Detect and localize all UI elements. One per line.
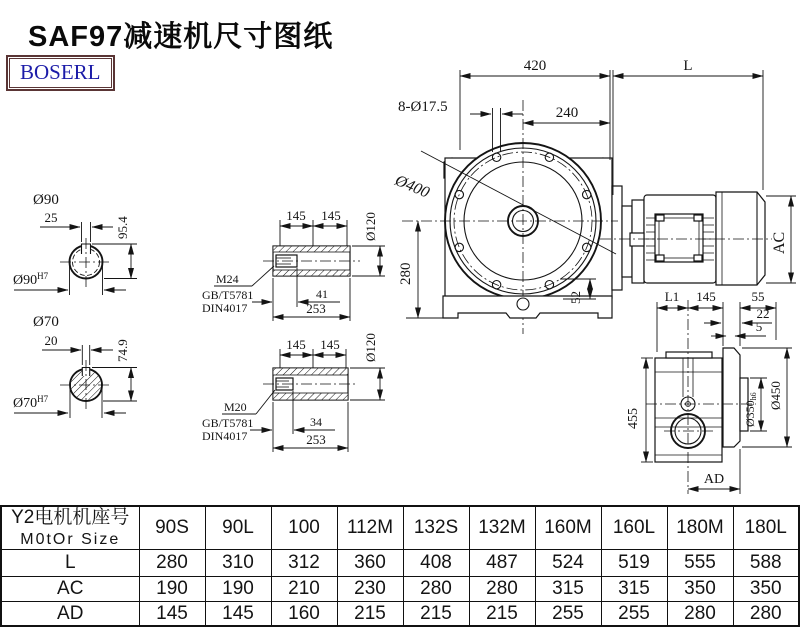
column-header: 100 (271, 506, 337, 549)
table-header-row (1, 506, 799, 549)
dim-key20-label: 20 (44, 333, 58, 348)
table-cell: 408 (403, 549, 469, 576)
table-cell: 190 (139, 576, 205, 601)
table-cell: 215 (403, 601, 469, 626)
fit-90h7-label: $Ø90^{H7}$ (13, 271, 49, 288)
dim-253-label: 253 (306, 301, 326, 316)
table-cell: 280 (469, 576, 535, 601)
table-cell: 280 (139, 549, 205, 576)
dim-240-label: 240 (555, 105, 579, 121)
table-cell: 312 (271, 549, 337, 576)
table-cell: 555 (667, 549, 733, 576)
table-cell: 315 (535, 576, 601, 601)
dim-280-label: 280 (398, 262, 414, 285)
thread-m24-label: M24 (216, 272, 239, 286)
std-gb-label: GB/T5781 (202, 288, 254, 302)
table-row-L (1, 549, 799, 576)
row-label-L: L (1, 549, 139, 576)
dim-145b-label: 145 (320, 337, 340, 352)
table-cell: 280 (403, 576, 469, 601)
dim-455-label: 455 (626, 408, 641, 429)
dim-34-label: 34 (310, 415, 322, 429)
row-label-AD: AD (1, 601, 139, 626)
dim-AD-label: AD (703, 472, 725, 487)
dim-key25-label: 25 (44, 210, 58, 225)
table-cell: 360 (337, 549, 403, 576)
dim-55-label: 55 (751, 289, 765, 304)
column-header: 180M (667, 506, 733, 549)
table-cell: 255 (535, 601, 601, 626)
table-cell: 210 (271, 576, 337, 601)
table-row-AD (1, 601, 799, 626)
table-cell: 350 (667, 576, 733, 601)
column-header: 90L (205, 506, 271, 549)
column-header: 160M (535, 506, 601, 549)
table-cell: 487 (469, 549, 535, 576)
table-cell: 310 (205, 549, 271, 576)
table-cell: 215 (337, 601, 403, 626)
table-cell: 230 (337, 576, 403, 601)
table-cell: 315 (601, 576, 667, 601)
dim-145b-label: 145 (321, 208, 341, 223)
table-cell: 215 (469, 601, 535, 626)
table-cell: 280 (667, 601, 733, 626)
dim-145a-label: 145 (286, 337, 306, 352)
std-din-label: DIN4017 (202, 301, 248, 315)
dim-749-label: 74.9 (115, 339, 130, 362)
dim-253-label: 253 (306, 432, 326, 447)
dim-d450-label: Ø450 (768, 381, 783, 410)
dim-22-label: 22 (756, 306, 770, 321)
dim-AC-label: AC (771, 231, 788, 254)
thread-m20-label: M20 (224, 400, 247, 414)
table-cell: 280 (733, 601, 799, 626)
side-view (626, 289, 792, 494)
dim-5-label: 5 (755, 319, 763, 334)
table-cell: 519 (601, 549, 667, 576)
column-header: 132S (403, 506, 469, 549)
table-cell: 160 (271, 601, 337, 626)
dimension-table (0, 505, 800, 627)
fit-70h7-label: $Ø70^{H7}$ (13, 394, 49, 411)
row-label-AC: AC (1, 576, 139, 601)
column-header: 112M (337, 506, 403, 549)
std-din-label: DIN4017 (202, 429, 248, 443)
column-header: 132M (469, 506, 535, 549)
dim-L-label: L (683, 58, 693, 74)
table-cell: 588 (733, 549, 799, 576)
dim-41-label: 41 (316, 287, 328, 301)
dim-d120-label: Ø120 (363, 333, 378, 362)
hollow-shaft-m24 (202, 208, 385, 321)
table-cell: 145 (205, 601, 271, 626)
column-header: 160L (601, 506, 667, 549)
table-cell: 145 (139, 601, 205, 626)
motor-size-header-cn: Y2电机机座号 (11, 507, 130, 528)
dim-d400-label: Ø400 (392, 172, 432, 202)
dim-145a-label: 145 (286, 208, 306, 223)
table-cell: 255 (601, 601, 667, 626)
dim-d120-label: Ø120 (363, 212, 378, 241)
shaft-end-view-90 (13, 192, 137, 295)
table-row-AC (1, 576, 799, 601)
shaft-end-view-70 (13, 314, 137, 418)
motor-size-header-en: M0tOr Size (20, 530, 121, 548)
column-header: 180L (733, 506, 799, 549)
dim-954-label: 95.4 (115, 216, 130, 239)
dim-145-label: 145 (696, 289, 716, 304)
page-title: SAF97减速机尺寸图纸 (28, 21, 334, 53)
dim-L1-label: L1 (664, 289, 680, 304)
table-cell: 190 (205, 576, 271, 601)
dim-52-label: 52 (568, 291, 583, 304)
brand-logo: BOSERL (9, 58, 112, 88)
dim-bolt-holes-label: 8-Ø17.5 (398, 99, 448, 115)
motor-size-header (1, 506, 139, 549)
dim-420-label: 420 (523, 58, 547, 74)
shaft70-label: Ø70 (33, 314, 59, 330)
table-cell: 524 (535, 549, 601, 576)
column-header: 90S (139, 506, 205, 549)
std-gb-label: GB/T5781 (202, 416, 254, 430)
table-cell: 350 (733, 576, 799, 601)
dim-d350-label: Ø350h6 (743, 392, 758, 427)
hollow-shaft-m20 (202, 333, 385, 452)
shaft90-label: Ø90 (33, 192, 59, 208)
